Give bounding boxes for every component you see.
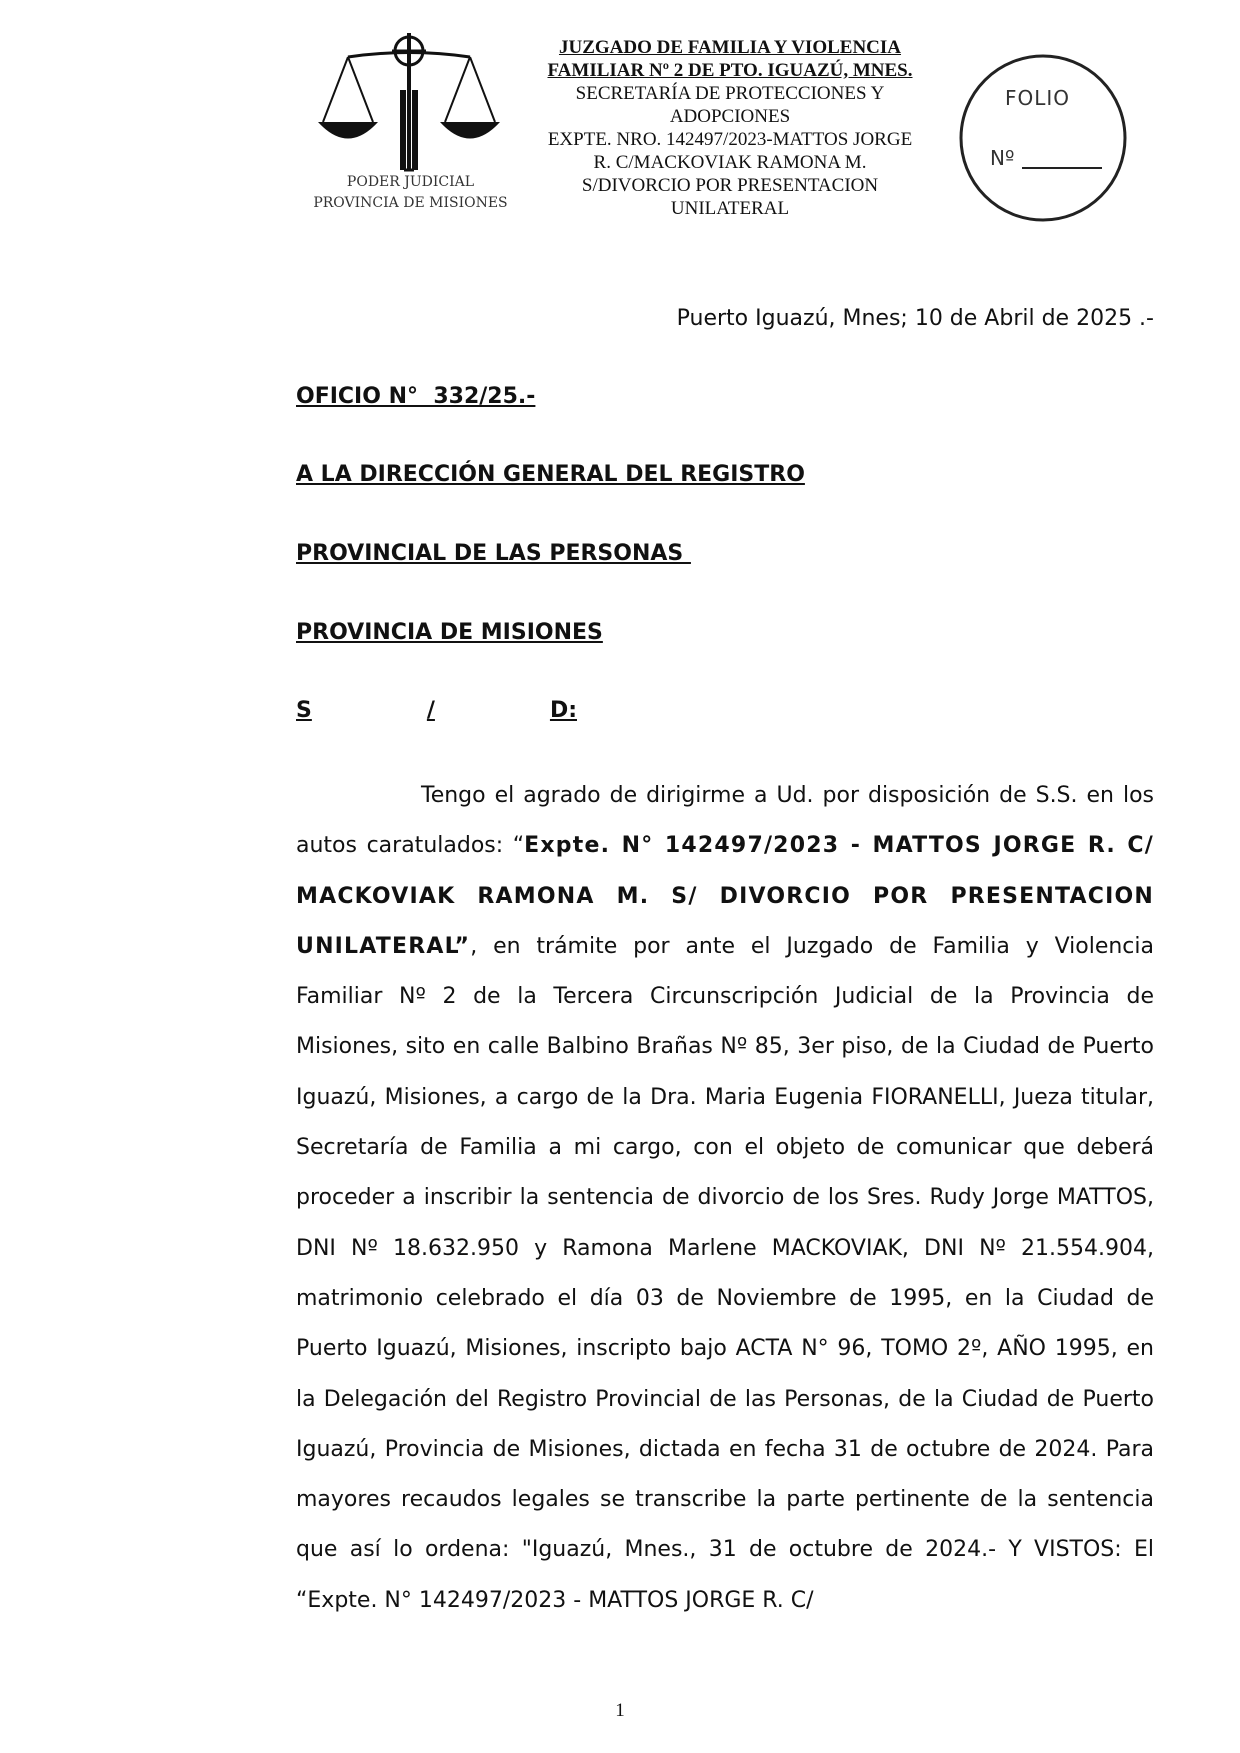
body-rest: , en trámite por ante el Juzgado de Familia y Violencia Familiar Nº 2 de la Tercera Circunscripción Judicial de la Provincia de Misiones, sito en calle Balbino Brañas Nº 85, 3er piso, de la Ciudad de Puerto Iguazú, Misiones, a cargo de la Dra. Maria Eugenia FIORANELLI, Jueza titular, Secretaría de Familia a mi cargo, con el objeto de comunicar que deberá proceder a inscribir la sentencia de divorcio de los Sres. Rudy Jorge MATTOS, DNI Nº 18.632.950 y Ramona Marlene MACKOVIAK, DNI Nº 21.554.904, matrimonio celebrado el día 03 de Noviembre de 1995, en la Ciudad de Puerto Iguazú, Misiones, inscripto bajo ACTA N° 96, TOMO 2º, AÑO 1995, en la Delegación del Registro Provincial de las Personas, de la Ciudad de Puerto Iguazú, Provincia de Misiones, dictada en fecha 31 de octubre de 2024. Para mayores recaudos legales se transcribe la parte pertinente de la sentencia que así lo ordena: "Iguazú, Mnes., 31 de octubre de 2024.- Y VISTOS: El “Expte. N° 142497/2023 - MATTOS JORGE R. C/ — [296, 933, 1154, 1613]
case-file-line: S/DIVORCIO POR PRESENTACION — [581, 175, 879, 196]
seal-caption — [308, 172, 513, 214]
letterhead — [0, 0, 1240, 260]
addressee-line: PROVINCIAL DE LAS PERSONAS — [296, 541, 691, 566]
case-file-line: UNILATERAL — [670, 198, 790, 219]
addressee-line: A LA DIRECCIÓN GENERAL DEL REGISTRO — [296, 462, 805, 487]
oficio-number: OFICIO N° 332/25.- — [296, 384, 536, 409]
court-heading — [520, 36, 940, 220]
folio-number-label: Nº — [990, 146, 1015, 170]
seal-caption-line: PROVINCIA DE MISIONES — [313, 195, 508, 211]
folio-label: FOLIO — [1005, 86, 1071, 110]
addressee-line: PROVINCIA DE MISIONES — [296, 620, 603, 645]
court-secretary-line: ADOPCIONES — [669, 106, 791, 127]
body-intro: Tengo el agrado de dirigirme a Ud. por disposición de S.S. en los autos caratulados: “ — [296, 783, 1154, 859]
salutation-sd — [296, 698, 577, 723]
court-name-line: FAMILIAR Nº 2 DE PTO. IGUAZÚ, MNES. — [547, 60, 913, 81]
folio-number-blank — [1022, 167, 1102, 169]
page-number: 1 — [615, 1700, 625, 1721]
date-line: Puerto Iguazú, Mnes; 10 de Abril de 2025 .- — [676, 306, 1154, 331]
seal-caption-line: PODER JUDICIAL — [346, 174, 475, 190]
case-title-bold: Expte. N° 142497/2023 - MATTOS JORGE R. C/ MACKOVIAK RAMONA M. S/ DIVORCIO POR PRESENTACION UNILATERAL” — [296, 833, 1155, 959]
body-paragraph — [296, 771, 1154, 1626]
folio-stamp-circle — [958, 53, 1128, 223]
sd-slash: / — [426, 698, 435, 723]
court-secretary-line: SECRETARÍA DE PROTECCIONES Y — [575, 83, 885, 104]
case-file-line: R. C/MACKOVIAK RAMONA M. — [593, 152, 867, 173]
sd-d: D: — [549, 698, 577, 723]
case-file-line: EXPTE. NRO. 142497/2023-MATTOS JORGE — [547, 129, 913, 150]
court-name-line: JUZGADO DE FAMILIA Y VIOLENCIA — [558, 37, 902, 58]
sd-s: S — [296, 698, 312, 723]
